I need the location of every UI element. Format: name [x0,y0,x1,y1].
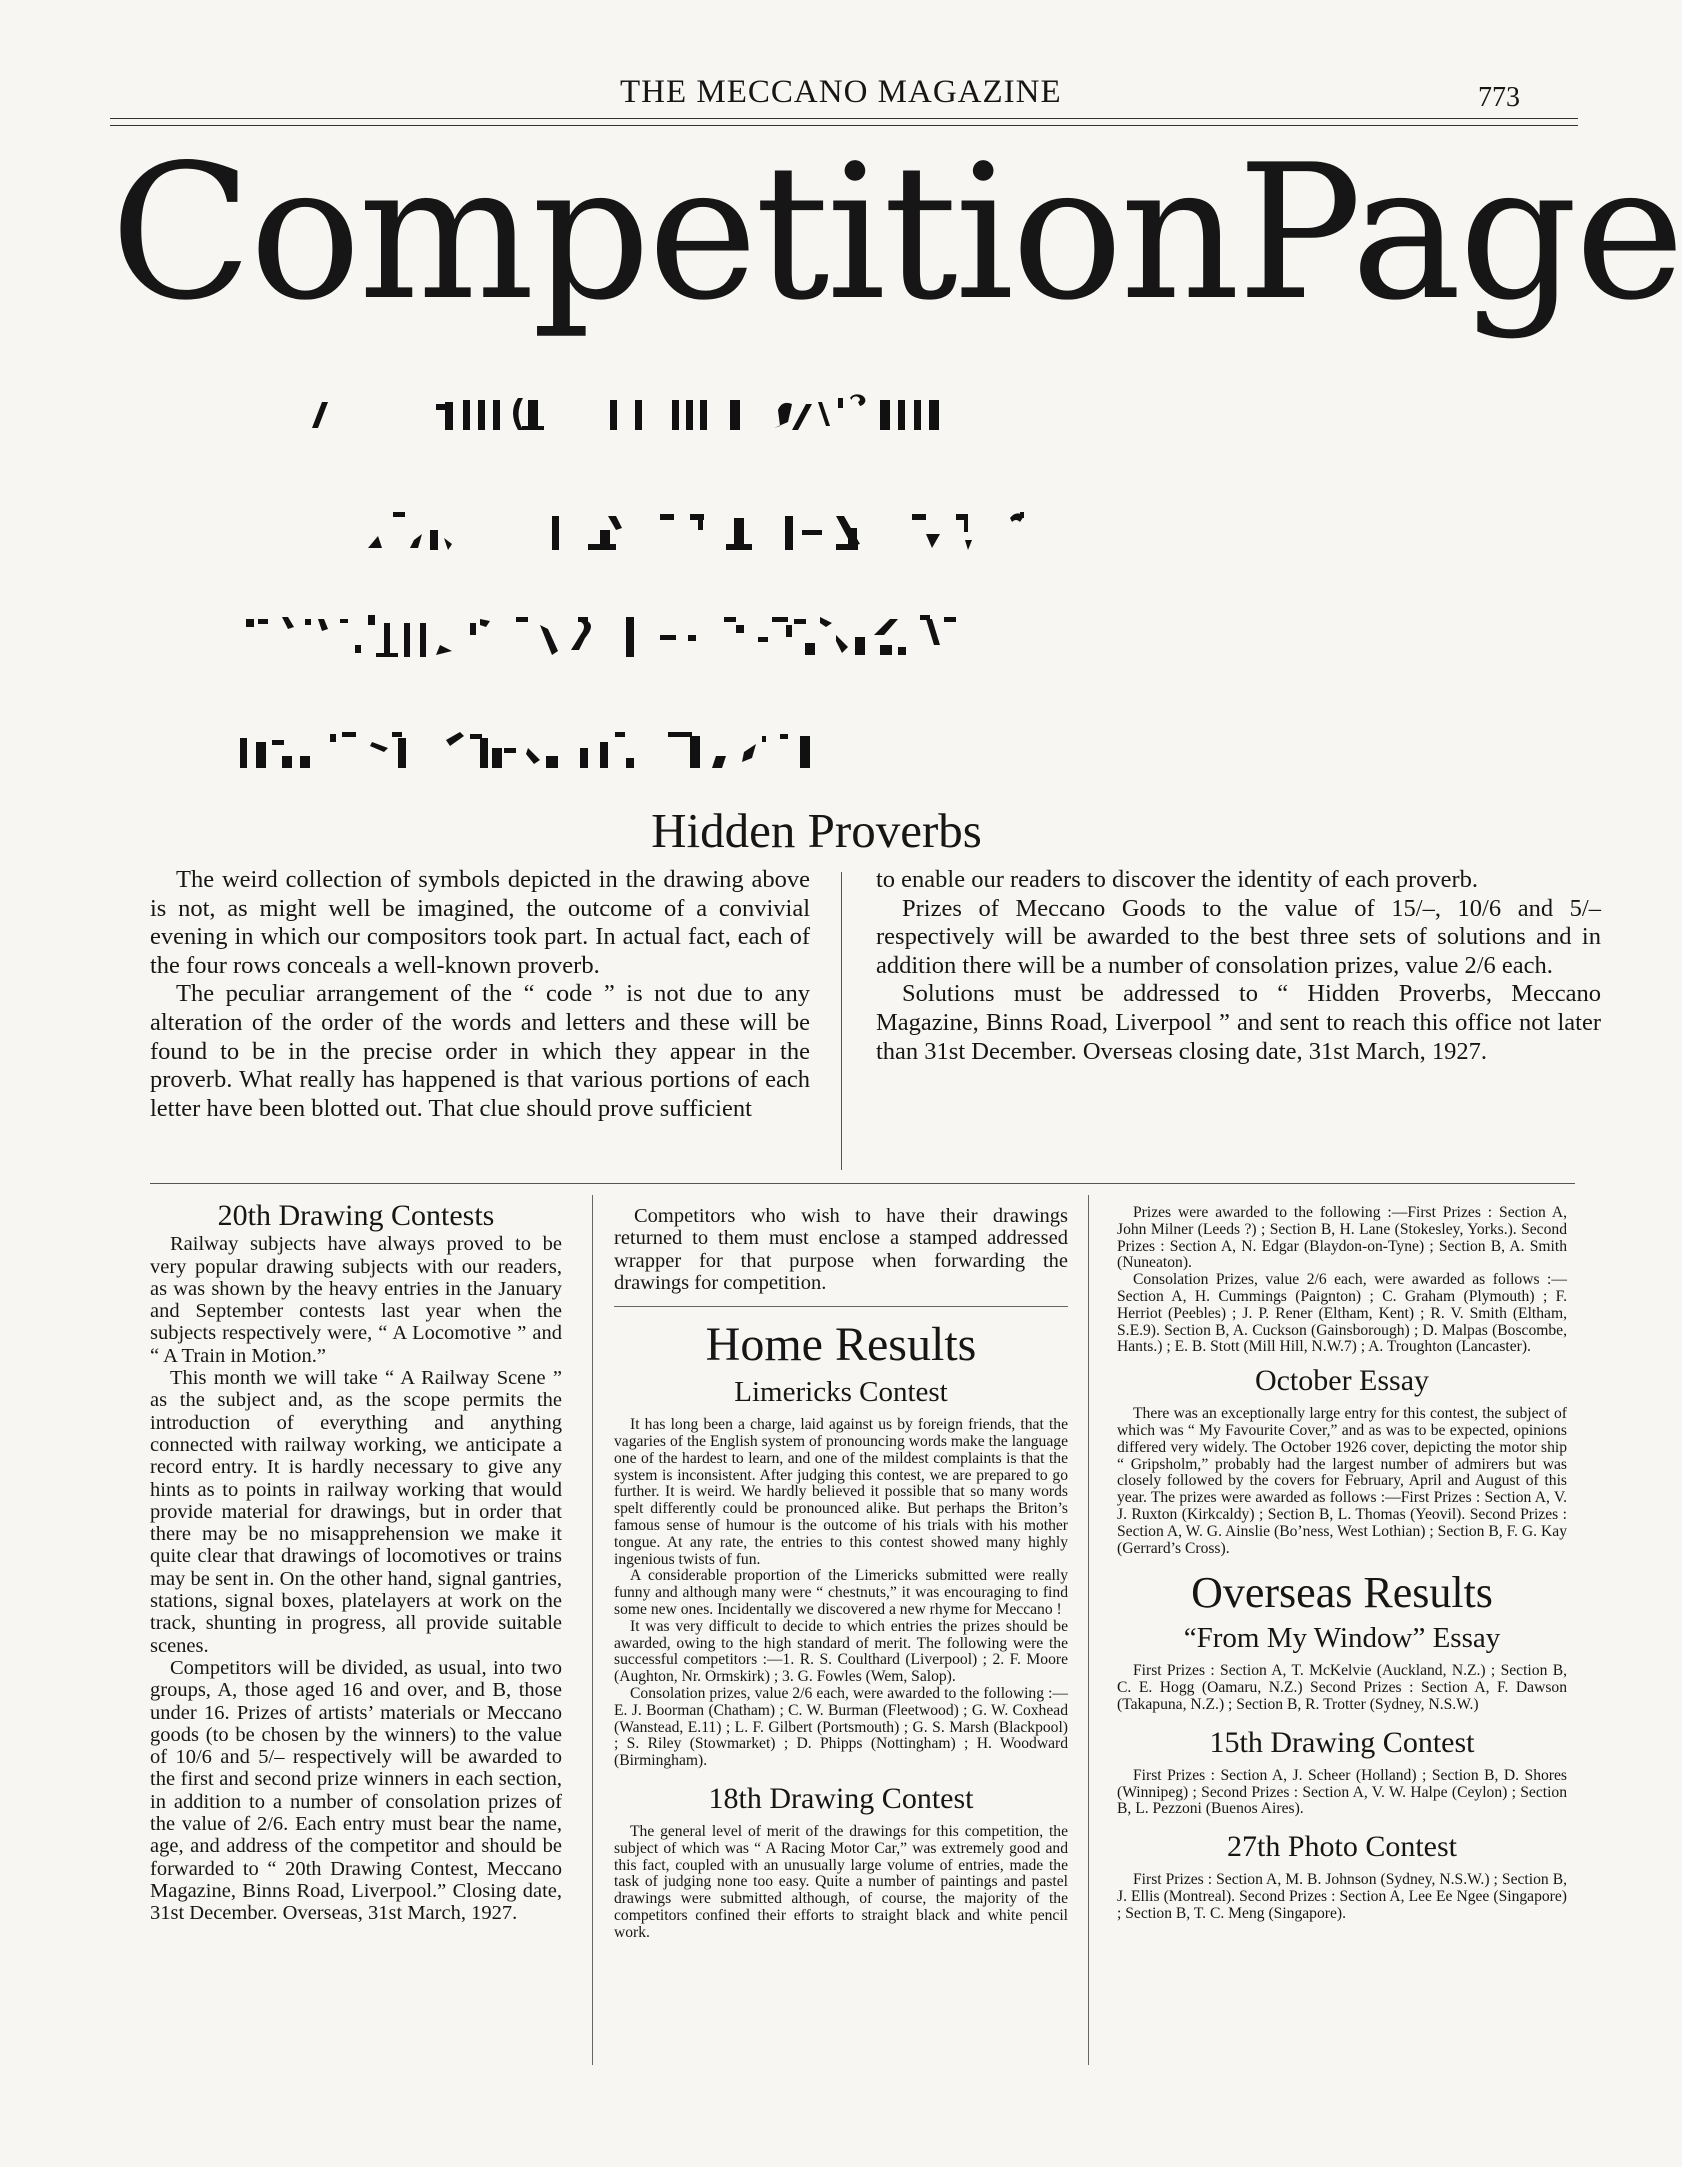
code-row-2-symbols [0,500,1633,580]
section-divider [150,1183,1575,1184]
window-essay-heading: “From My Window” Essay [1183,1622,1501,1655]
proverb-code-row-4 [0,718,1633,798]
drawing-contest-paragraph: Railway subjects have always proved to be very popular drawing subjects with our readers, as was shown by the heavy entries in the January and September contests last year when the subjects respectively were, “ A Locomotive ” and “ A Train in Motion.” [150,1233,562,1367]
proverbs-paragraph: The peculiar arrangement of the “ code ” is not due to any alteration of the order of the words and letters and these will be found to be in the precise order in which they appear in the proverb. What really has happened is that various portions of each letter have been blotted out. That clue should prove sufficient [150,980,810,1122]
drawing-contest-20-heading: 20th Drawing Contests [217,1199,495,1232]
proverb-code-row-3 [0,605,1633,685]
title-word-page: Page [1237,124,1682,341]
home-results-column [614,1205,1068,1942]
hidden-proverbs-heading: Hidden Proverbs [651,803,982,858]
drawing-15-results: First Prizes : Section A, J. Scheer (Holland) ; Section B, D. Shores (Winnipeg) ; Second Prizes : Section A, V. W. Halpe (Ceylon) ; Section B, L. Pezzoni (Buenos Aires). [1117,1766,1567,1818]
limericks-paragraph: Consolation prizes, value 2/6 each, were awarded to the following :—E. J. Boorman (Chatham) ; C. W. Burman (Fleetwood) ; G. W. Coxhead (Wanstead, E.11) ; L. F. Gilbert (Portsmouth) ; G. S. Marsh (Blackpool) ; S. Riley (Stowmarket) ; D. Phipps (Nottingham) ; H. Woodward (Birmingham). [614,1684,1068,1770]
header-rule-top [110,118,1578,119]
page-title [110,124,1682,341]
overseas-results-column [1117,1205,1567,1923]
title-word-competition: Competition [110,124,1238,341]
proverbs-paragraph: Prizes of Meccano Goods to the value of 15/–, 10/6 and 5/– respectively will be awarded to the best three sets of solutions and in addition there will be a number of consolation prizes, value 2/6 each. [876,894,1601,979]
column-divider [1088,1195,1089,2065]
october-essay-paragraph: There was an exceptionally large entry for this contest, the subject of which was “ My Favourite Cover,” and as was to be expected, opinions differed very widely. The October 1926 cover, depicting the motor ship “ Gripsholm,” probably had the largest number of admirers but was closely followed by the covers for February, April and August of this year. The prizes were awarded as follows :—First Prizes : Section A, V. J. Ruxton (Kirkcaldy) ; Section B, L. Thomas (Yeovil). Second Prizes : Section A, W. G. Ainslie (Bo’ness, West Lothian) ; Section B, F. G. Kay (Gerrard’s Cross). [1117,1405,1567,1557]
code-row-1-symbols [0,380,1633,460]
column-divider [841,872,842,1170]
home-results-heading: Home Results [705,1318,977,1372]
drawing-contest-paragraph: This month we will take “ A Railway Scene ” as the subject and, as the scope permits the introduction of everything and anything connected with railway working, we anticipate a record entry. It is hardly necessary to give any hints as to points in railway working that would provide material for drawings, but in order that there may be no misapprehension we make it quite clear that drawings of locomotives or trains may be sent in. On the other hand, signal gantries, stations, signal boxes, platelayers at work on the track, shunting in progress, all provide suitable scenes. [150,1367,562,1657]
proverb-code-row-1 [0,380,1633,460]
window-essay-results: First Prizes : Section A, T. McKelvie (Auckland, N.Z.) ; Section B, C. E. Hogg (Oamaru, N.Z.) Second Prizes : Section A, F. Dawson (Takapuna, N.Z.) ; Section B, R. Trotter (Sydney, N.S.W.) [1117,1662,1567,1713]
drawing-contest-paragraph: Competitors will be divided, as usual, into two groups, A, those aged 16 and over, and B, those under 16. Prizes of artists’ materials or Meccano goods (to be chosen by the winners) to the value of 10/6 and 5/– respectively will be awarded to the first and second prize winners in each section, in addition to a number of consolation prizes of the value of 2/6. Each entry must bear the name, age, and address of the competitor and should be forwarded to “ 20th Drawing Contest, Meccano Magazine, Binns Road, Liverpool.” Closing date, 31st December. Overseas, 31st March, 1927. [150,1656,562,1925]
limericks-paragraph: It has long been a charge, laid against us by foreign friends, that the vagaries of the English system of pronouncing words make the language one of the hardest to learn, and one of the mildest complaints is that the system is inconsistent. After judging this contest, we are prepared to go further. It is weird. We hardly believed it possible that so many words spelt differently could be pronounced alike. But perhaps the Briton’s famous sense of humour is the outcome of his trials with his mother tongue. At any rate, the entries to this contest showed many highly ingenious twists of fun. [614,1416,1068,1568]
hidden-proverbs-right-column [876,866,1601,1066]
hidden-proverbs-left-column [150,866,810,1123]
column-divider [592,1195,593,2065]
limericks-heading: Limericks Contest [734,1376,948,1409]
drawing-contest-18-heading: 18th Drawing Contest [708,1781,974,1815]
proverbs-paragraph: The weird collection of symbols depicted in the drawing above is not, as might well be imagined, the outcome of a convivial evening in which our compositors took part. In actual fact, each of the four rows conceals a well-known proverb. [150,866,810,979]
proverb-code-row-2 [0,500,1633,580]
code-row-3-symbols [0,605,1633,685]
overseas-results-heading: Overseas Results [1191,1568,1493,1618]
drawing-contest-15-heading: 15th Drawing Contest [1209,1725,1475,1759]
page-number: 773 [1478,82,1520,113]
drawing-18-paragraph: The general level of merit of the drawings for this competition, the subject of which was “ A Racing Motor Car,” was extremely good and this fact, coupled with an unusually large volume of entries, made the task of judging none too easy. Quite a number of paintings and pastel drawings were submitted although, of course, the majority of the competitors confined their efforts to straight black and white pencil work. [614,1822,1068,1941]
limericks-paragraph: A considerable proportion of the Limericks submitted were really funny and although many were “ chestnuts,” it was encouraging to find some new ones. Incidentally we discovered a new rhyme for Meccano ! [614,1567,1068,1618]
drawing-contest-20-column [150,1199,562,1925]
october-essay-heading: October Essay [1254,1364,1430,1398]
column-rule [614,1306,1068,1307]
drawing-18-paragraph: Consolation Prizes, value 2/6 each, were awarded as follows :—Section A, H. Cummings (Paignton) ; C. Graham (Plymouth) ; F. Herriot (Peebles) ; J. P. Rener (Eltham, Kent) ; R. V. Smith (Eltham, S.E.9). Section B, A. Cuckson (Gainsborough) ; D. Malpas (Boscombe, Hants.) ; E. B. Stott (Mill Hill, N.W.7) ; A. Troughton (Lancaster). [1117,1271,1567,1356]
limericks-paragraph: It was very difficult to decide to which entries the prizes should be awarded, owing to the high standard of merit. The following were the successful competitors :—1. R. S. Coulthard (Liverpool) ; 2. F. Moore (Aughton, Nr. Ormskirk) ; 3. G. Fowles (Wem, Salop). [614,1617,1068,1686]
code-row-4-symbols [0,718,1633,798]
drawing-contest-paragraph: Competitors who wish to have their drawings returned to them must enclose a stamped addressed wrapper for that purpose when forwarding the drawings for competition. [614,1205,1068,1294]
running-header: THE MECCANO MAGAZINE [620,74,1062,110]
drawing-18-paragraph: Prizes were awarded to the following :—First Prizes : Section A, John Milner (Leeds ?) ; Section B, H. Lane (Stokesley, Yorks.). Second Prizes : Section A, N. Edgar (Blaydon-on-Tyne) ; Section B, A. Smith (Nuneaton). [1117,1204,1567,1272]
proverbs-paragraph: Solutions must be addressed to “ Hidden Proverbs, Meccano Magazine, Binns Road, Liverpool ” and sent to reach this office not later than 31st December. Overseas closing date, 31st March, 1927. [876,980,1601,1065]
proverbs-paragraph: to enable our readers to discover the identity of each proverb. [876,866,1479,893]
photo-27-results: First Prizes : Section A, M. B. Johnson (Sydney, N.S.W.) ; Section B, J. Ellis (Montreal). Second Prizes : Section A, Lee Ee Ngee (Singapore) ; Section B, T. C. Meng (Singapore). [1117,1871,1567,1922]
photo-contest-27-heading: 27th Photo Contest [1226,1830,1458,1864]
